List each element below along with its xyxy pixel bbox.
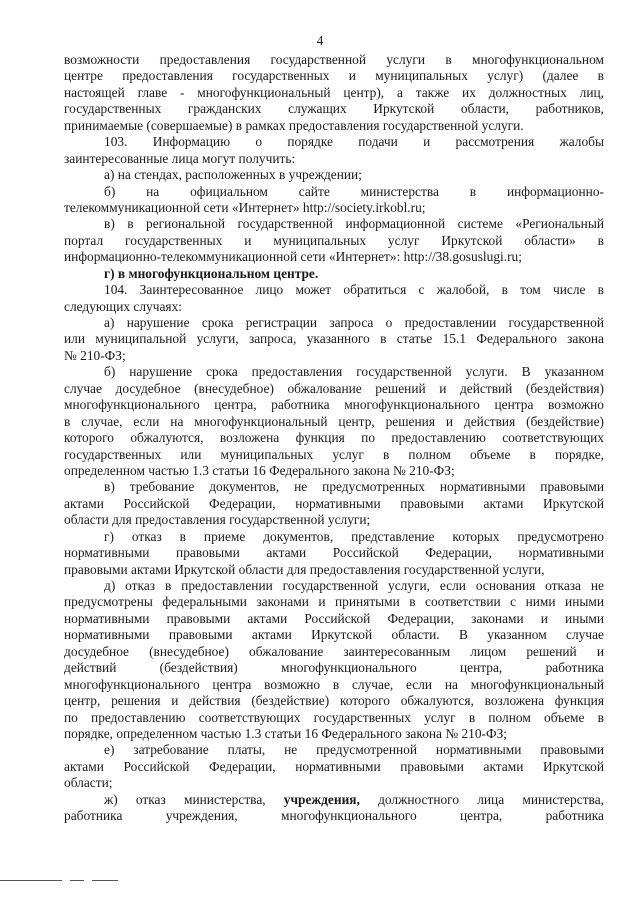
text-line: заинтересованные лица могут получить: [64,150,296,166]
text-line: порядке, определенном частью 1.3 статьи 16 Федерального закона № 210-ФЗ; [64,725,508,741]
text-line: 103. Информацию о порядке подачи и рассмотрения жалобы [104,134,604,150]
text-line: многофункционального центра возможно в случае, если на многофункциональный [64,676,604,692]
text-line: а) нарушение срока регистрации запроса о предоставлении государственной [104,315,604,330]
text-line: информационно-телекоммуникационной сети «Интернет»: http://38.gosuslugi.ru; [64,249,522,265]
text-line: в) требование документов, не предусмотренных нормативными правовыми [104,479,604,495]
text-line: 104. Заинтересованное лицо может обратиться с жалобой, в том числе в [104,282,604,298]
text-line: е) затребование платы, не предусмотренной нормативными правовыми [104,742,604,758]
text-line: работника учреждения, многофункционального центра, работника [64,808,604,824]
text-line: г) в многофункциональном центре. [104,265,319,281]
text-line: ж) отказ министерства, учреждения, должностного лица министерства, [104,791,604,807]
text-line: а) на стендах, расположенных в учреждении; [104,167,362,183]
text-line: актами Российской Федерации, нормативными правовыми актами Иркутской [64,495,604,511]
text-line: области для предоставления государственной услуги; [64,512,371,528]
text-line: г) отказ в приеме документов, представление которых предусмотрено [104,528,604,544]
text-line: портал государственных и муниципальных услуг Иркутской области» в [64,232,604,248]
text-line: актами Российской Федерации, нормативными правовыми актами Иркутской [64,758,604,774]
text-line: телекоммуникационной сети «Интернет» http://society.irkobl.ru; [64,199,426,215]
text-line: области; [64,775,113,791]
text-line: д) отказ в предоставлении государственной услуги, если основания отказа не [104,578,604,593]
page-number: 4 [316,33,324,48]
text-line: государственных гражданских служащих Иркутской области, работников, [64,101,604,117]
text-line: случае досудебное (внесудебное) обжалование решений и действий (бездействия) [64,380,604,396]
text-line: следующих случаях: [64,298,182,314]
text-line: нормативными правовыми актами Иркутской области. В указанном случае [64,627,604,643]
text-line: № 210-ФЗ; [64,347,126,363]
text-line: которого обжалуются, возложена функция по предоставлению соответствующих [64,430,604,446]
text-line: государственных или муниципальных услуг в полном объеме в порядке, [64,446,604,462]
text-line: или муниципальной услуги, запроса, указанного в статье 15.1 Федерального закона [64,331,604,347]
text-line: в) в региональной государственной информационной системе «Региональный [104,216,604,232]
text-line: настоящей главе - многофункциональный центр), а также их должностных лиц, [64,84,604,100]
text-line: правовыми актами Иркутской области для предоставления государственной услуги, [64,561,545,577]
text-line: возможности предоставления государственной услуги в многофункциональном [64,52,604,67]
text-line: действий (бездействия) многофункционального центра, работника [64,660,604,676]
bold-fragment: учреждения, [283,791,360,807]
text-line: предусмотрены федеральными законами и принятыми в соответствии с ними иными [64,594,604,610]
text-line: досудебное (внесудебное) обжалование заинтересованным лицом решений и [64,643,604,659]
text-line: принимаемые (совершаемые) в рамках предоставления государственной услуги. [64,117,524,133]
text-line: центре предоставления государственных и муниципальных услуг) (далее в [64,68,604,84]
document-body [64,52,604,825]
text-line: б) нарушение срока предоставления государственной услуги. В указанном [104,364,604,380]
text-line: определенном частью 1.3 статьи 16 Федерального закона № 210-ФЗ; [64,462,455,478]
text-line: нормативными правовыми актами Российской Федерации, нормативными [64,545,604,561]
text-line: по предоставлению соответствующих государственных услуг в полном объеме в [64,709,604,725]
text-line: центр, решения и действия (бездействие) которого обжалуются, возложена функция [64,693,604,709]
text-line: многофункционального центра, работника многофункционального центра возможно [64,397,604,413]
text-line: б) на официальном сайте министерства в информационно- [104,183,604,199]
text-line: в случае, если на многофункциональный центр, решения и действия (бездействие) [64,413,604,429]
text-line: нормативными правовыми актами Российской Федерации, законами и иными [64,610,604,626]
